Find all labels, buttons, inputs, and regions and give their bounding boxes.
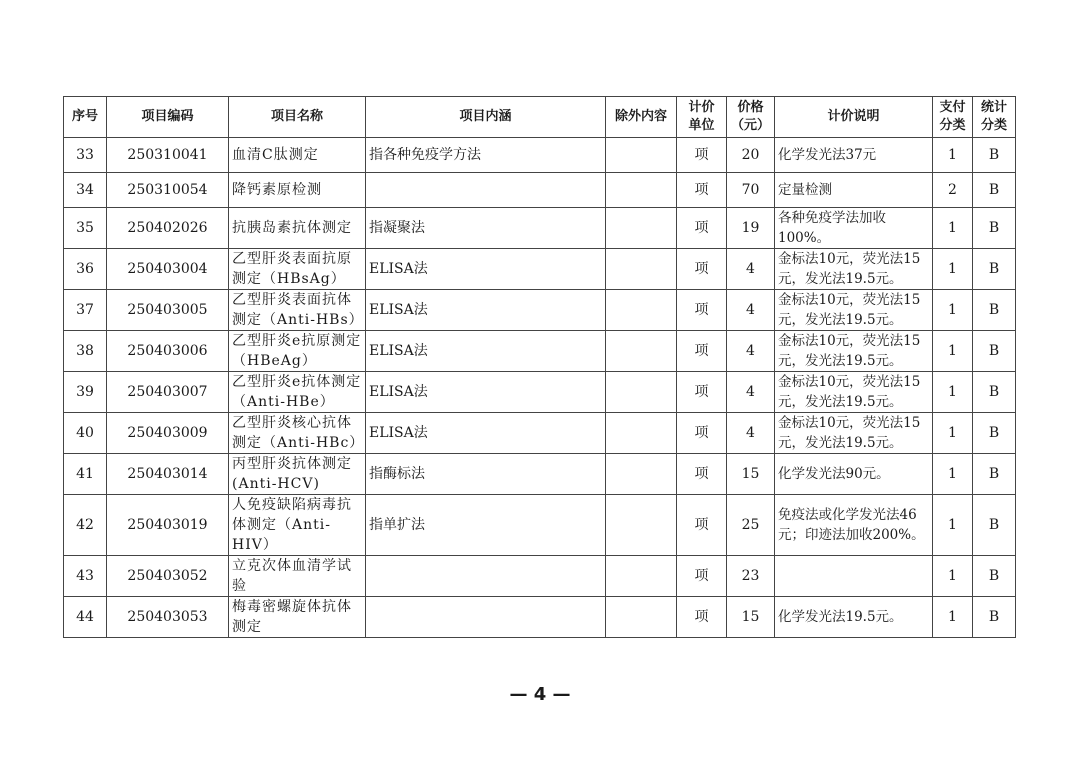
- header-notes: 计价说明: [775, 97, 933, 138]
- cell-name: 梅毒密螺旋体抗体测定: [229, 597, 366, 638]
- header-unit-line2: 单位: [688, 118, 715, 133]
- cell-excluded: [606, 413, 677, 454]
- cell-content: [366, 597, 606, 638]
- price-table: [63, 96, 1016, 638]
- header-unit-line1: 计价: [688, 100, 715, 115]
- header-pay-line2: 分类: [939, 118, 966, 133]
- cell-price: 25: [727, 495, 775, 556]
- header-stat-line2: 分类: [980, 118, 1007, 133]
- table-row: [64, 331, 1016, 372]
- cell-unit: 项: [677, 556, 727, 597]
- table-row: [64, 290, 1016, 331]
- cell-content: ELISA法: [366, 290, 606, 331]
- cell-code: 250403019: [107, 495, 229, 556]
- cell-content: ELISA法: [366, 331, 606, 372]
- header-pay-line1: 支付: [939, 100, 966, 115]
- header-content: 项目内涵: [366, 97, 606, 138]
- cell-seq: 41: [64, 454, 107, 495]
- cell-unit: 项: [677, 597, 727, 638]
- table-row: [64, 413, 1016, 454]
- cell-code: 250402026: [107, 208, 229, 249]
- cell-pay: 1: [933, 138, 973, 173]
- cell-content: [366, 173, 606, 208]
- cell-price: 19: [727, 208, 775, 249]
- cell-unit: 项: [677, 495, 727, 556]
- header-excluded: 除外内容: [606, 97, 677, 138]
- table-row: [64, 556, 1016, 597]
- cell-excluded: [606, 208, 677, 249]
- cell-price: 15: [727, 454, 775, 495]
- cell-pay: 2: [933, 173, 973, 208]
- cell-stat: B: [973, 173, 1016, 208]
- header-seq: 序号: [64, 97, 107, 138]
- table-row: [64, 208, 1016, 249]
- cell-excluded: [606, 495, 677, 556]
- cell-pay: 1: [933, 372, 973, 413]
- cell-price: 4: [727, 372, 775, 413]
- cell-code: 250403007: [107, 372, 229, 413]
- cell-unit: 项: [677, 249, 727, 290]
- cell-price: 4: [727, 249, 775, 290]
- cell-code: 250403009: [107, 413, 229, 454]
- header-pay: [933, 97, 973, 138]
- cell-code: 250310054: [107, 173, 229, 208]
- cell-stat: B: [973, 208, 1016, 249]
- cell-price: 23: [727, 556, 775, 597]
- cell-code: 250403053: [107, 597, 229, 638]
- cell-seq: 40: [64, 413, 107, 454]
- cell-content: 指凝聚法: [366, 208, 606, 249]
- cell-stat: B: [973, 331, 1016, 372]
- cell-code: 250403005: [107, 290, 229, 331]
- cell-name: 乙型肝炎表面抗体测定（Anti-HBs）: [229, 290, 366, 331]
- cell-stat: B: [973, 138, 1016, 173]
- cell-content: ELISA法: [366, 249, 606, 290]
- cell-name: 丙型肝炎抗体测定(Anti-HCV): [229, 454, 366, 495]
- cell-content: 指单扩法: [366, 495, 606, 556]
- cell-unit: 项: [677, 173, 727, 208]
- cell-price: 15: [727, 597, 775, 638]
- cell-price: 4: [727, 331, 775, 372]
- cell-notes: 化学发光法37元: [775, 138, 933, 173]
- cell-notes: 免疫法或化学发光法46元；印迹法加收200%。: [775, 495, 933, 556]
- table-row: [64, 597, 1016, 638]
- table-row: [64, 249, 1016, 290]
- cell-pay: 1: [933, 249, 973, 290]
- page-number: — 4 —: [509, 684, 571, 705]
- cell-pay: 1: [933, 597, 973, 638]
- cell-stat: B: [973, 290, 1016, 331]
- cell-excluded: [606, 556, 677, 597]
- cell-name: 乙型肝炎e抗体测定（Anti-HBe）: [229, 372, 366, 413]
- cell-notes: 金标法10元，荧光法15元，发光法19.5元。: [775, 372, 933, 413]
- cell-price: 4: [727, 290, 775, 331]
- cell-seq: 34: [64, 173, 107, 208]
- cell-name: 乙型肝炎核心抗体测定（Anti-HBc）: [229, 413, 366, 454]
- cell-unit: 项: [677, 138, 727, 173]
- cell-unit: 项: [677, 290, 727, 331]
- cell-price: 20: [727, 138, 775, 173]
- table-row: [64, 495, 1016, 556]
- cell-price: 4: [727, 413, 775, 454]
- cell-notes: 金标法10元，荧光法15元，发光法19.5元。: [775, 413, 933, 454]
- cell-content: 指各种免疫学方法: [366, 138, 606, 173]
- cell-name: 乙型肝炎表面抗原测定（HBsAg）: [229, 249, 366, 290]
- cell-price: 70: [727, 173, 775, 208]
- cell-unit: 项: [677, 331, 727, 372]
- cell-notes: 化学发光法90元。: [775, 454, 933, 495]
- cell-seq: 42: [64, 495, 107, 556]
- cell-name: 乙型肝炎e抗原测定（HBeAg）: [229, 331, 366, 372]
- cell-notes: 金标法10元，荧光法15元，发光法19.5元。: [775, 331, 933, 372]
- cell-pay: 1: [933, 454, 973, 495]
- cell-notes: 金标法10元，荧光法15元，发光法19.5元。: [775, 249, 933, 290]
- cell-notes: 金标法10元，荧光法15元，发光法19.5元。: [775, 290, 933, 331]
- cell-excluded: [606, 597, 677, 638]
- cell-unit: 项: [677, 208, 727, 249]
- table-header-row: [64, 97, 1016, 138]
- header-stat: [973, 97, 1016, 138]
- cell-code: 250403006: [107, 331, 229, 372]
- cell-content: [366, 556, 606, 597]
- header-code: 项目编码: [107, 97, 229, 138]
- header-price: [727, 97, 775, 138]
- header-price-line2: （元）: [730, 118, 770, 133]
- cell-notes: 化学发光法19.5元。: [775, 597, 933, 638]
- cell-pay: 1: [933, 556, 973, 597]
- cell-excluded: [606, 138, 677, 173]
- header-unit: [677, 97, 727, 138]
- cell-seq: 33: [64, 138, 107, 173]
- header-stat-line1: 统计: [980, 100, 1007, 115]
- cell-stat: B: [973, 597, 1016, 638]
- header-price-line1: 价格: [737, 100, 764, 115]
- cell-name: 人免疫缺陷病毒抗体测定（Anti-HIV）: [229, 495, 366, 556]
- cell-excluded: [606, 173, 677, 208]
- cell-excluded: [606, 331, 677, 372]
- cell-code: 250403014: [107, 454, 229, 495]
- cell-seq: 44: [64, 597, 107, 638]
- cell-name: 抗胰岛素抗体测定: [229, 208, 366, 249]
- table-row: [64, 138, 1016, 173]
- cell-excluded: [606, 249, 677, 290]
- cell-seq: 36: [64, 249, 107, 290]
- cell-content: 指酶标法: [366, 454, 606, 495]
- cell-stat: B: [973, 495, 1016, 556]
- cell-name: 血清C肽测定: [229, 138, 366, 173]
- cell-stat: B: [973, 249, 1016, 290]
- cell-excluded: [606, 372, 677, 413]
- header-name: 项目名称: [229, 97, 366, 138]
- cell-stat: B: [973, 372, 1016, 413]
- cell-seq: 38: [64, 331, 107, 372]
- cell-stat: B: [973, 556, 1016, 597]
- cell-code: 250403004: [107, 249, 229, 290]
- cell-seq: 43: [64, 556, 107, 597]
- cell-seq: 37: [64, 290, 107, 331]
- cell-pay: 1: [933, 290, 973, 331]
- cell-unit: 项: [677, 413, 727, 454]
- cell-content: ELISA法: [366, 413, 606, 454]
- cell-unit: 项: [677, 372, 727, 413]
- table-row: [64, 173, 1016, 208]
- cell-name: 降钙素原检测: [229, 173, 366, 208]
- cell-unit: 项: [677, 454, 727, 495]
- cell-name: 立克次体血清学试验: [229, 556, 366, 597]
- cell-pay: 1: [933, 413, 973, 454]
- table-row: [64, 372, 1016, 413]
- table-row: [64, 454, 1016, 495]
- cell-content: ELISA法: [366, 372, 606, 413]
- cell-stat: B: [973, 454, 1016, 495]
- cell-code: 250310041: [107, 138, 229, 173]
- cell-code: 250403052: [107, 556, 229, 597]
- cell-pay: 1: [933, 331, 973, 372]
- cell-notes: 各种免疫学法加收100%。: [775, 208, 933, 249]
- cell-seq: 39: [64, 372, 107, 413]
- cell-excluded: [606, 290, 677, 331]
- cell-pay: 1: [933, 495, 973, 556]
- cell-notes: [775, 556, 933, 597]
- cell-pay: 1: [933, 208, 973, 249]
- cell-seq: 35: [64, 208, 107, 249]
- cell-excluded: [606, 454, 677, 495]
- cell-notes: 定量检测: [775, 173, 933, 208]
- cell-stat: B: [973, 413, 1016, 454]
